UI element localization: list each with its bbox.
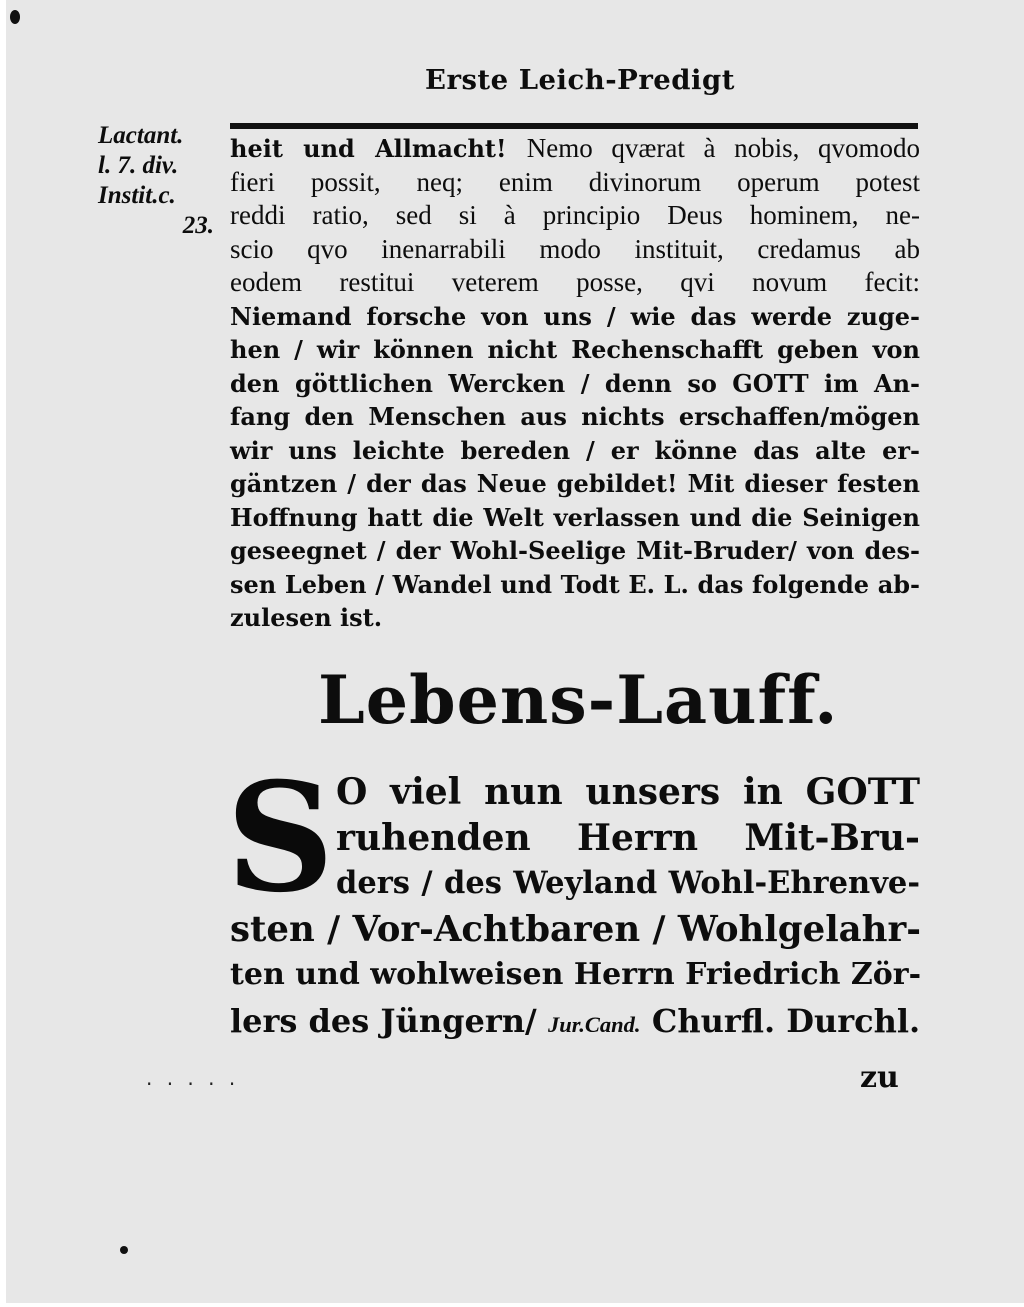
margin-citation (98, 121, 218, 241)
header-rule (230, 123, 918, 129)
lebenslauf-paragraph (230, 770, 920, 1043)
lebenslauf-line: ruhenden Herrn Mit-Bru- (336, 816, 920, 859)
body-line: Niemand forsche von uns / wie das werde zuge- (230, 301, 920, 331)
body-line-latin: scio qvo inenarrabili modo instituit, credamus ab (230, 233, 920, 264)
lebenslauf-line: sten / Vor-Achtbaren / Wohlgelahr- (230, 908, 921, 950)
body-line-latin: fieri possit, neq; enim divinorum operum potest (230, 166, 920, 197)
lebenslauf-line-latin: Jur.Cand. (547, 1011, 641, 1037)
body-line: sen Leben / Wandel und Todt E. L. das folgende ab- (230, 569, 920, 599)
body-line: geseegnet / der Wohl-Seelige Mit-Bruder/ von des- (230, 536, 920, 565)
lebenslauf-line-german: lers des Jüngern/ (230, 1001, 537, 1040)
body-line: fang den Menschen aus nichts erschaffen/mögen (230, 402, 920, 431)
lebenslauf-line-german: Churfl. Durchl. (651, 1001, 921, 1040)
catchword: zu (860, 1060, 899, 1095)
scan-edge-bottom (0, 1303, 1024, 1307)
margin-citation-line: Lactant. (98, 122, 184, 149)
margin-citation-line: l. 7. div. (98, 152, 179, 179)
lebenslauf-line (230, 998, 920, 1044)
body-line: den göttlichen Wercken / denn so GOTT im An- (230, 368, 920, 398)
body-line: gäntzen / der das Neue gebildet! Mit dieser festen (230, 469, 920, 498)
lebenslauf-line: ten und wohlweisen Herrn Friedrich Zör- (230, 957, 922, 992)
margin-dots: · · · · · (146, 1072, 240, 1096)
margin-citation-line: 23. (182, 212, 214, 239)
body-line (230, 233, 920, 267)
body-line-latin: reddi ratio, sed si à principio Deus hominem, ne- (230, 200, 920, 230)
body-line (230, 132, 920, 166)
body-line: wir uns leichte bereden / er könne das alte er- (230, 435, 920, 465)
body-line: hen / wir können nicht Rechenschafft geben von (230, 335, 920, 364)
body-line: Hoffnung hatt die Welt verlassen und die Seinigen (230, 502, 920, 532)
body-line (230, 266, 920, 300)
body-line (230, 166, 920, 200)
body-line: zulesen ist. (230, 603, 383, 632)
lebenslauf-line: O viel nun unsers in GOTT (336, 771, 920, 813)
scan-speck (10, 10, 20, 24)
section-heading: Lebens-Lauff. (318, 661, 839, 739)
body-line-latin: Nemo qværat à nobis, qvomodo (526, 133, 920, 163)
scan-edge-left (0, 0, 6, 1307)
body-line-german: heit und Allmacht! (230, 134, 507, 163)
running-header: Erste Leich-Predigt (425, 64, 735, 96)
body-line (230, 199, 920, 233)
scan-speck (120, 1246, 128, 1254)
body-line-latin: eodem restitui veterem posse, qvi novum fecit: (230, 267, 920, 297)
margin-citation-line: Instit.c. (98, 182, 176, 209)
lebenslauf-line: ders / des Weyland Wohl-Ehrenve- (336, 865, 920, 901)
body-paragraph (230, 132, 920, 635)
drop-cap-initial: S (226, 750, 335, 926)
